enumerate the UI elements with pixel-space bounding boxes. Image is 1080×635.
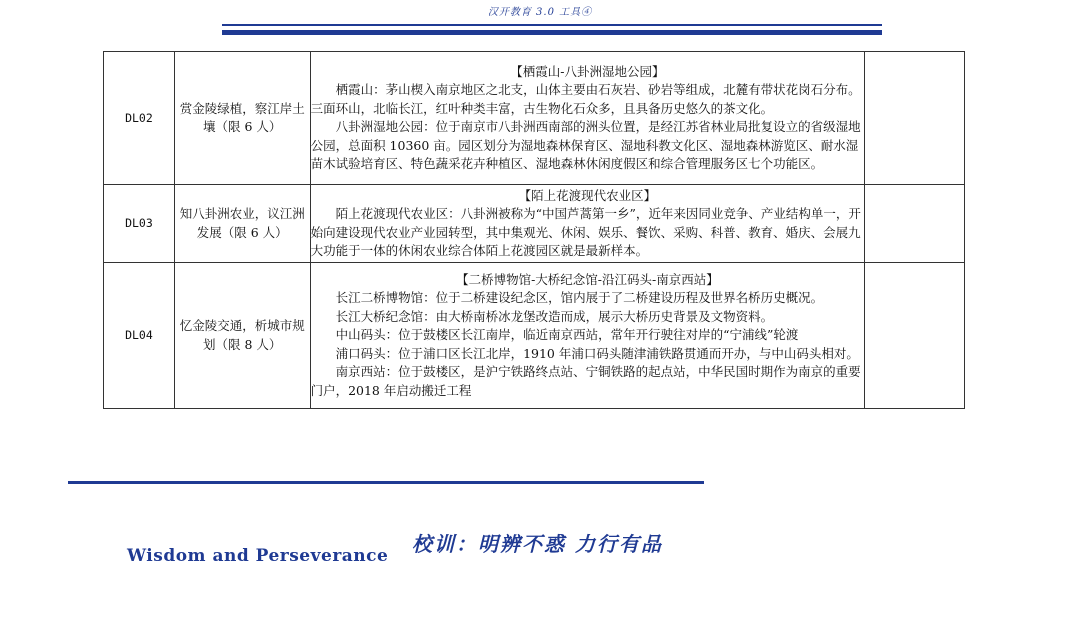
activity-table [103, 51, 965, 409]
table-row [104, 263, 965, 409]
paragraph: 长江二桥博物馆：位于二桥建设纪念区，馆内展于了二桥建设历程及世界名桥历史概况。 [335, 290, 824, 306]
blank-cell [865, 263, 965, 409]
paragraph: 中山码头：位于鼓楼区长江南岸，临近南京西站，常年开行驶往对岸的“宁浦线”轮渡 [335, 327, 799, 343]
row-description [310, 52, 865, 185]
paragraph: 浦口码头：位于浦口区长江北岸，1910 年浦口码头随津浦铁路贯通而开办，与中山码头相对。 [335, 345, 859, 361]
table-row [104, 185, 965, 263]
paragraph: 八卦洲湿地公园：位于南京市八卦洲西南部的洲头位置，是经江苏省林业局批复设立的省级湿地公园，总面积 10360 亩。园区划分为湿地森林保育区、湿地科教文化区、湿地森林游览区、耐水湿苗木试验培育区、特色蔬采花卉种植区、湿地森林休闲度假区和综合管理服务区七个功能区。 [310, 119, 861, 171]
motto-chinese: 校训：明辨不惑 力行有品 [412, 532, 663, 556]
motto-english: Wisdom and Perseverance [127, 546, 389, 566]
row-code: DL02 [104, 52, 175, 185]
blank-cell [865, 52, 965, 185]
paragraph: 陌上花渡现代农业区：八卦洲被称为“中国芦蒿第一乡”，近年来因同业竞争、产业结构单一，开始向建设现代农业产业园转型，其中集观光、休闲、娱乐、餐饮、采购、科普、教育、婚庆、会展九大功能于一体的休闲农业综合体陌上花渡园区就是最新样本。 [310, 206, 861, 258]
row-topic: 知八卦洲农业，议江洲发展（限 6 人） [174, 185, 310, 263]
row-topic: 忆金陵交通，析城市规划（限 8 人） [174, 263, 310, 409]
table-row [104, 52, 965, 185]
row-code: DL04 [104, 263, 175, 409]
paragraph: 长江大桥纪念馆：由大桥南桥冰龙堡改造而成，展示大桥历史背景及文物资料。 [335, 308, 774, 324]
row-description [310, 185, 865, 263]
blank-cell [865, 185, 965, 263]
row-description [310, 263, 865, 409]
footer-rule [68, 481, 704, 484]
section-title: 【陌上花渡现代农业区】 [518, 187, 657, 203]
paragraph: 栖霞山：茅山楔入南京地区之北支，山体主要由石灰岩、砂岩等组成，北麓有带状花岗石分布。三面环山，北临长江，红叶种类丰富，古生物化石众多，且具备历史悠久的茶文化。 [310, 82, 861, 116]
section-title: 【栖霞山-八卦洲湿地公园】 [510, 63, 665, 79]
row-topic: 赏金陵绿植，察江岸土壤（限 6 人） [174, 52, 310, 185]
header-rule-thick [222, 30, 882, 35]
section-title: 【二桥博物馆-大桥纪念馆-沿江码头-南京西站】 [456, 271, 719, 287]
row-code: DL03 [104, 185, 175, 263]
header-title: 汉开教育 3.0 工具④ [487, 7, 593, 18]
header-rule-thin [222, 24, 882, 26]
paragraph: 南京西站：位于鼓楼区，是沪宁铁路终点站、宁铜铁路的起点站，中华民国时期作为南京的重要门户，2018 年启动搬迁工程 [310, 364, 861, 398]
